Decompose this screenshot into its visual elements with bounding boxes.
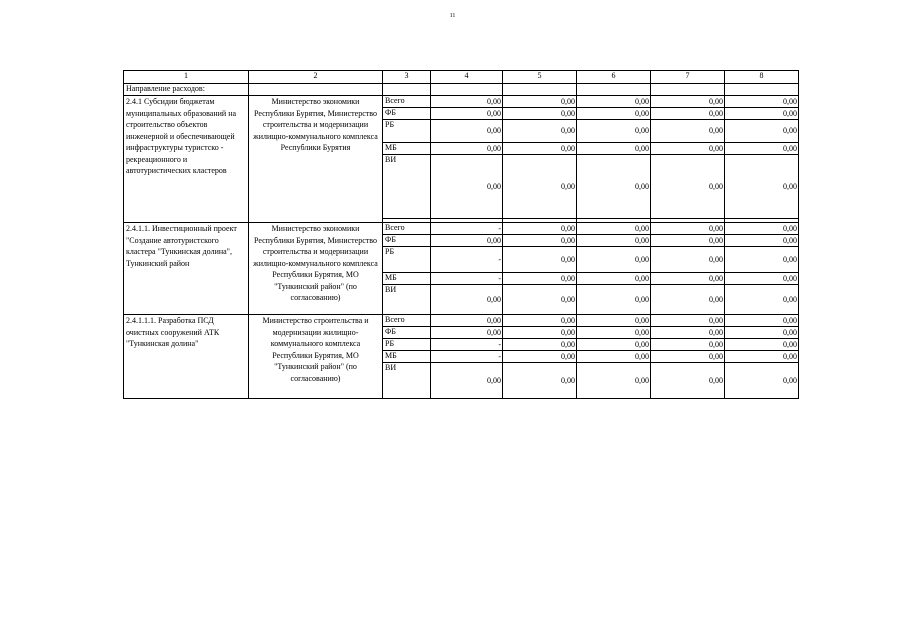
source-cell: Всего [383,223,431,235]
value-cell: 0,00 [503,339,577,351]
empty-cell [577,84,651,96]
value-cell: 0,00 [431,96,503,108]
value-cell: 0,00 [651,108,725,120]
value-cell: 0,00 [725,315,799,327]
value-cell: 0,00 [431,363,503,399]
header-cell: 5 [503,71,577,84]
source-cell: МБ [383,273,431,285]
header-cell: 3 [383,71,431,84]
value-cell: 0,00 [651,285,725,315]
value-cell: 0,00 [725,235,799,247]
direction-cell: 2.4.1.1.1. Разработка ПСД очистных сооружений АТК "Тункинская долина" [124,315,249,399]
value-cell: 0,00 [725,363,799,399]
value-cell: 0,00 [577,223,651,235]
value-cell: 0,00 [725,155,799,219]
value-cell: 0,00 [577,108,651,120]
value-cell: 0,00 [503,363,577,399]
value-cell: 0,00 [577,339,651,351]
value-cell: - [431,339,503,351]
source-cell: РБ [383,247,431,273]
value-cell: 0,00 [577,120,651,143]
value-cell: 0,00 [651,273,725,285]
value-cell: 0,00 [431,327,503,339]
value-cell: 0,00 [503,96,577,108]
value-cell: 0,00 [577,273,651,285]
source-cell: ВИ [383,363,431,399]
value-cell: 0,00 [431,143,503,155]
empty-cell [651,84,725,96]
table-row [124,223,799,235]
value-cell: 0,00 [577,315,651,327]
value-cell: 0,00 [431,315,503,327]
value-cell: 0,00 [725,143,799,155]
source-cell: ФБ [383,235,431,247]
value-cell: - [431,247,503,273]
value-cell: 0,00 [577,285,651,315]
value-cell: - [431,273,503,285]
section-title-row [124,84,799,96]
value-cell: 0,00 [651,223,725,235]
value-cell: 0,00 [651,327,725,339]
value-cell: 0,00 [431,235,503,247]
value-cell: 0,00 [503,351,577,363]
source-cell: ФБ [383,327,431,339]
value-cell: 0,00 [503,327,577,339]
empty-cell [431,84,503,96]
header-cell: 4 [431,71,503,84]
source-cell: МБ [383,351,431,363]
value-cell: 0,00 [577,96,651,108]
value-cell: 0,00 [651,96,725,108]
value-cell: 0,00 [431,108,503,120]
value-cell: 0,00 [651,120,725,143]
source-cell: МБ [383,143,431,155]
expenditure-table [123,70,799,399]
value-cell: 0,00 [503,285,577,315]
value-cell: 0,00 [725,327,799,339]
value-cell: 0,00 [577,143,651,155]
source-cell: ФБ [383,108,431,120]
executor-cell: Министерство экономики Республики Бурятия, Министерство строительства и модернизации жилищно-коммунального комплекса Республики Бурятия, МО "Тункинский район" (по согласованию) [249,223,383,315]
header-cell: 2 [249,71,383,84]
value-cell: 0,00 [431,120,503,143]
empty-cell [383,84,431,96]
header-cell: 8 [725,71,799,84]
value-cell: 0,00 [651,143,725,155]
header-row [124,71,799,84]
value-cell: 0,00 [503,235,577,247]
value-cell: 0,00 [725,273,799,285]
value-cell: 0,00 [725,339,799,351]
value-cell: 0,00 [651,363,725,399]
source-cell: ВИ [383,285,431,315]
value-cell: 0,00 [725,247,799,273]
value-cell: 0,00 [725,285,799,315]
table-row [124,315,799,327]
value-cell: 0,00 [577,155,651,219]
header-cell: 6 [577,71,651,84]
value-cell: 0,00 [503,155,577,219]
table-row [124,96,799,108]
direction-cell: 2.4.1 Субсидии бюджетам муниципальных образований на строительство объектов инженерной и обеспечивающей инфраструктуры туристско - рекреационного и автотуристических кластеров [124,96,249,223]
value-cell: - [431,351,503,363]
source-cell: Всего [383,96,431,108]
executor-cell: Министерство строительства и модернизации жилищно-коммунального комплекса Республики Бурятия, МО "Тункинский район" (по согласованию) [249,315,383,399]
source-cell: РБ [383,120,431,143]
empty-cell [249,84,383,96]
value-cell: - [431,223,503,235]
value-cell: 0,00 [431,155,503,219]
value-cell: 0,00 [577,351,651,363]
value-cell: 0,00 [651,155,725,219]
value-cell: 0,00 [725,223,799,235]
executor-cell: Министерство экономики Республики Бурятия, Министерство строительства и модернизации жилищно-коммунального комплекса Республики Бурятия [249,96,383,223]
value-cell: 0,00 [651,339,725,351]
value-cell: 0,00 [503,223,577,235]
source-cell: Всего [383,315,431,327]
value-cell: 0,00 [431,285,503,315]
page-number: 11 [449,13,456,19]
value-cell: 0,00 [503,120,577,143]
header-cell: 1 [124,71,249,84]
empty-cell [503,84,577,96]
value-cell: 0,00 [725,96,799,108]
value-cell: 0,00 [577,363,651,399]
direction-cell: 2.4.1.1. Инвестиционный проект "Создание автотуристского кластера "Тункинская долина", Тункинский район [124,223,249,315]
value-cell: 0,00 [577,327,651,339]
value-cell: 0,00 [651,315,725,327]
value-cell: 0,00 [651,235,725,247]
section-title: Направление расходов: [124,84,249,96]
value-cell: 0,00 [725,108,799,120]
value-cell: 0,00 [651,351,725,363]
value-cell: 0,00 [503,247,577,273]
value-cell: 0,00 [503,273,577,285]
header-cell: 7 [651,71,725,84]
value-cell: 0,00 [725,120,799,143]
value-cell: 0,00 [503,143,577,155]
value-cell: 0,00 [503,315,577,327]
value-cell: 0,00 [725,351,799,363]
value-cell: 0,00 [503,108,577,120]
empty-cell [725,84,799,96]
value-cell: 0,00 [577,247,651,273]
source-cell: ВИ [383,155,431,219]
value-cell: 0,00 [651,247,725,273]
value-cell: 0,00 [577,235,651,247]
source-cell: РБ [383,339,431,351]
